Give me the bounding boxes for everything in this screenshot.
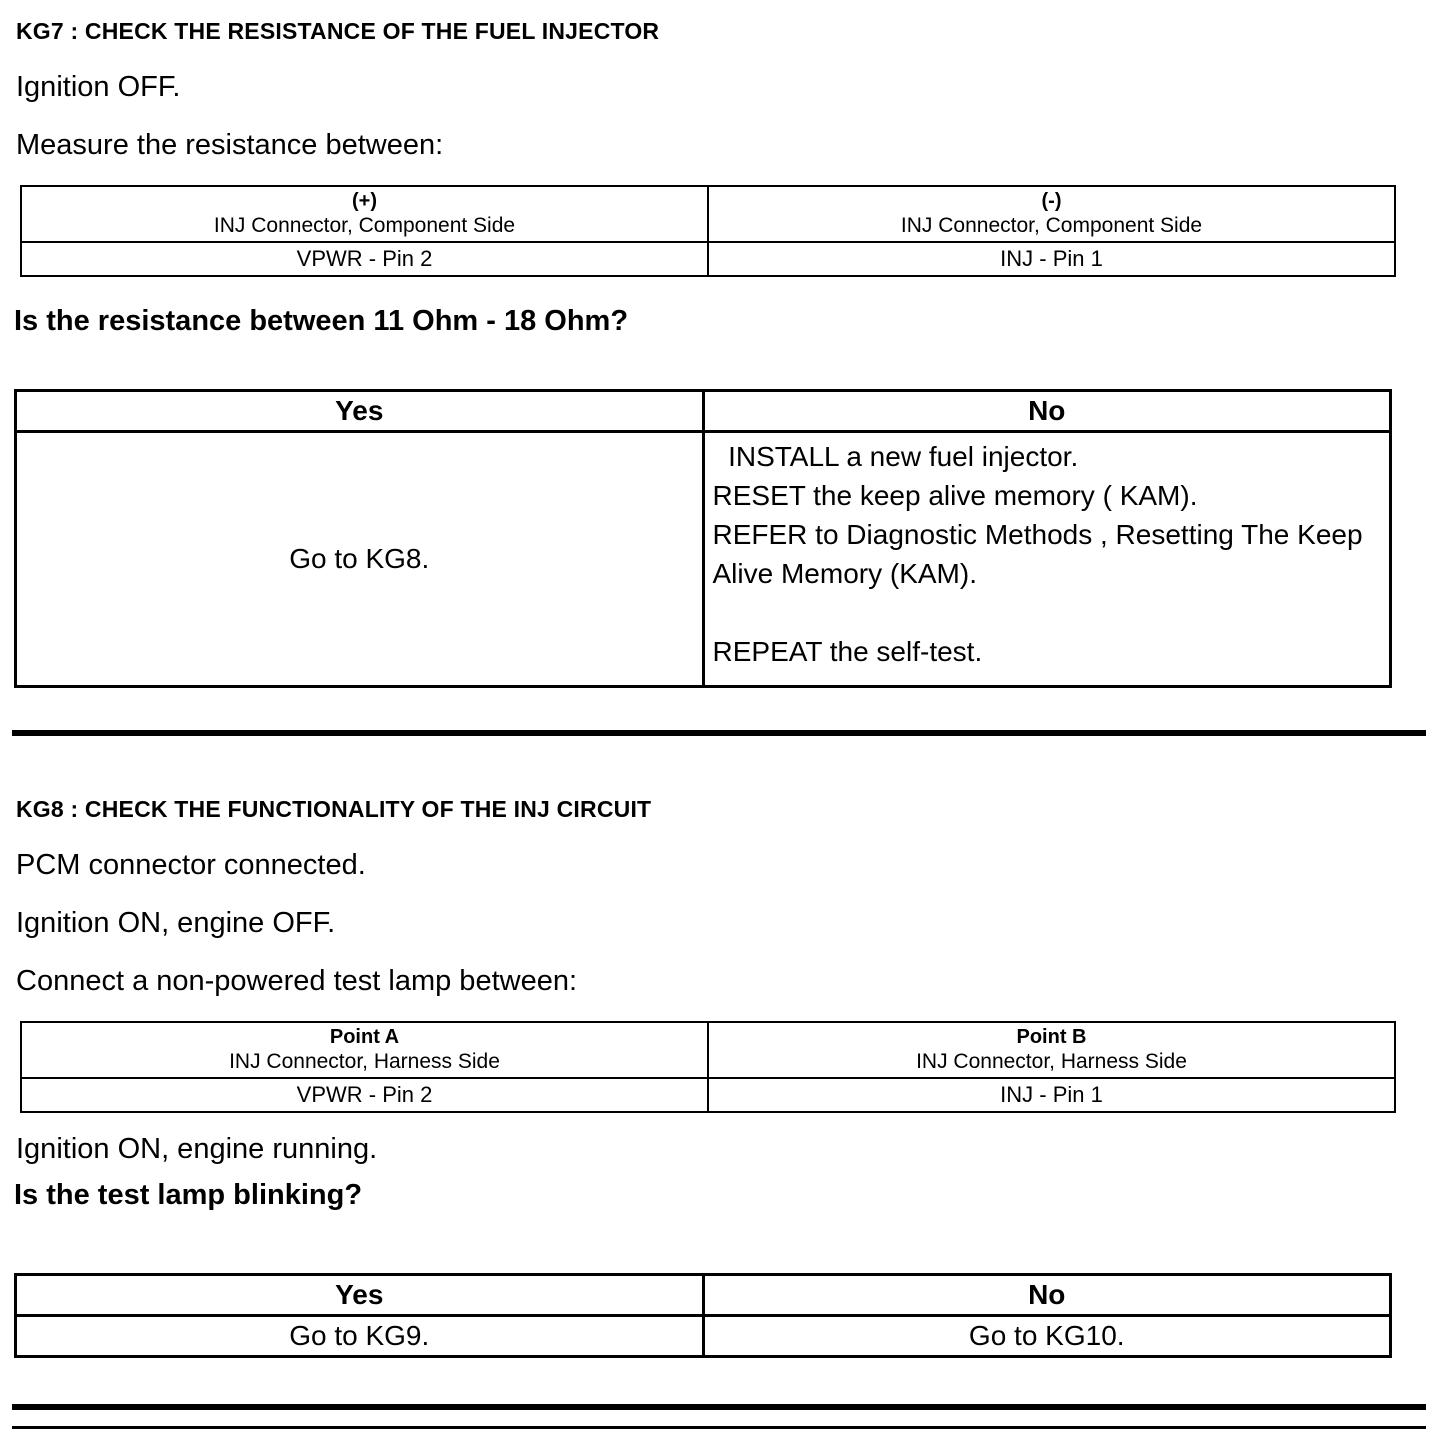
kg7-no-action-line: REPEAT the self-test. xyxy=(712,636,983,667)
kg8-instruction-ignition-on: Ignition ON, engine OFF. xyxy=(16,907,336,939)
kg8-measurement-table xyxy=(20,1021,1396,1113)
kg7-measurement-header-negative xyxy=(708,186,1395,242)
kg8-yes-action: Go to KG9. xyxy=(16,1316,704,1357)
kg7-pin-positive: VPWR - Pin 2 xyxy=(21,242,708,276)
kg8-col-point-a-title: Point A xyxy=(329,1026,400,1048)
kg7-no-action-line: INSTALL a new fuel injector. xyxy=(712,441,1079,472)
kg8-instruction-connect: Connect a non-powered test lamp between: xyxy=(16,965,578,997)
page-bottom-rule-thick xyxy=(12,1404,1426,1410)
kg8-decision-table xyxy=(14,1273,1392,1358)
kg7-col-positive-title: (+) xyxy=(352,190,377,212)
kg8-pin-point-a: VPWR - Pin 2 xyxy=(21,1078,708,1112)
kg7-step-heading: KG7 : CHECK THE RESISTANCE OF THE FUEL INJECTOR xyxy=(16,18,660,44)
section-kg8 xyxy=(14,796,1426,1358)
kg8-measurement-header-row xyxy=(21,1022,1395,1078)
kg8-instruction-running: Ignition ON, engine running. xyxy=(16,1133,378,1165)
page-bottom-rule-thin xyxy=(12,1426,1426,1429)
kg7-instruction-measure: Measure the resistance between: xyxy=(16,129,444,161)
kg7-decision-table xyxy=(14,389,1392,688)
kg8-col-point-b-title: Point B xyxy=(1016,1026,1087,1048)
section-kg7 xyxy=(14,18,1426,688)
kg7-col-negative-title: (-) xyxy=(1041,190,1062,212)
kg7-no-action xyxy=(703,432,1391,687)
kg8-step-heading: KG8 : CHECK THE FUNCTIONALITY OF THE INJ CIRCUIT xyxy=(16,796,652,822)
kg8-measurement-header-point-b xyxy=(708,1022,1395,1078)
kg7-measurement-table xyxy=(20,185,1396,277)
kg8-pin-point-b: INJ - Pin 1 xyxy=(708,1078,1395,1112)
kg7-instruction-ignition-off: Ignition OFF. xyxy=(16,71,181,103)
kg7-decision-header-row xyxy=(16,391,1391,432)
kg8-question: Is the test lamp blinking? xyxy=(14,1179,363,1211)
kg7-question: Is the resistance between 11 Ohm - 18 Ohm? xyxy=(14,305,629,337)
kg7-measurement-value-row xyxy=(21,242,1395,276)
kg8-col-point-a-sub: INJ Connector, Harness Side xyxy=(229,1050,500,1073)
kg7-no-action-line: RESET the keep alive memory ( KAM). xyxy=(712,480,1198,511)
kg7-yes-header: Yes xyxy=(16,391,704,432)
kg8-measurement-header-point-a xyxy=(21,1022,708,1078)
kg8-no-header: No xyxy=(703,1275,1391,1316)
kg8-measurement-value-row xyxy=(21,1078,1395,1112)
kg7-decision-body-row xyxy=(16,432,1391,687)
kg7-col-positive-sub: INJ Connector, Component Side xyxy=(213,214,516,237)
kg7-pin-negative: INJ - Pin 1 xyxy=(708,242,1395,276)
kg7-col-negative-sub: INJ Connector, Component Side xyxy=(900,214,1203,237)
kg7-measurement-header-row xyxy=(21,186,1395,242)
kg7-no-action-line: REFER to Diagnostic Methods , Resetting The Keep Alive Memory (KAM). xyxy=(712,519,1369,589)
kg8-yes-header: Yes xyxy=(16,1275,704,1316)
kg7-measurement-header-positive xyxy=(21,186,708,242)
kg8-no-action: Go to KG10. xyxy=(703,1316,1391,1357)
kg7-no-action-line xyxy=(713,593,1384,632)
kg8-instruction-pcm: PCM connector connected. xyxy=(16,849,366,881)
kg7-no-header: No xyxy=(703,391,1391,432)
kg8-col-point-b-sub: INJ Connector, Harness Side xyxy=(916,1050,1187,1073)
kg8-decision-header-row xyxy=(16,1275,1391,1316)
kg8-decision-body-row xyxy=(16,1316,1391,1357)
section-divider-rule xyxy=(12,730,1426,736)
kg7-yes-action: Go to KG8. xyxy=(16,432,704,687)
